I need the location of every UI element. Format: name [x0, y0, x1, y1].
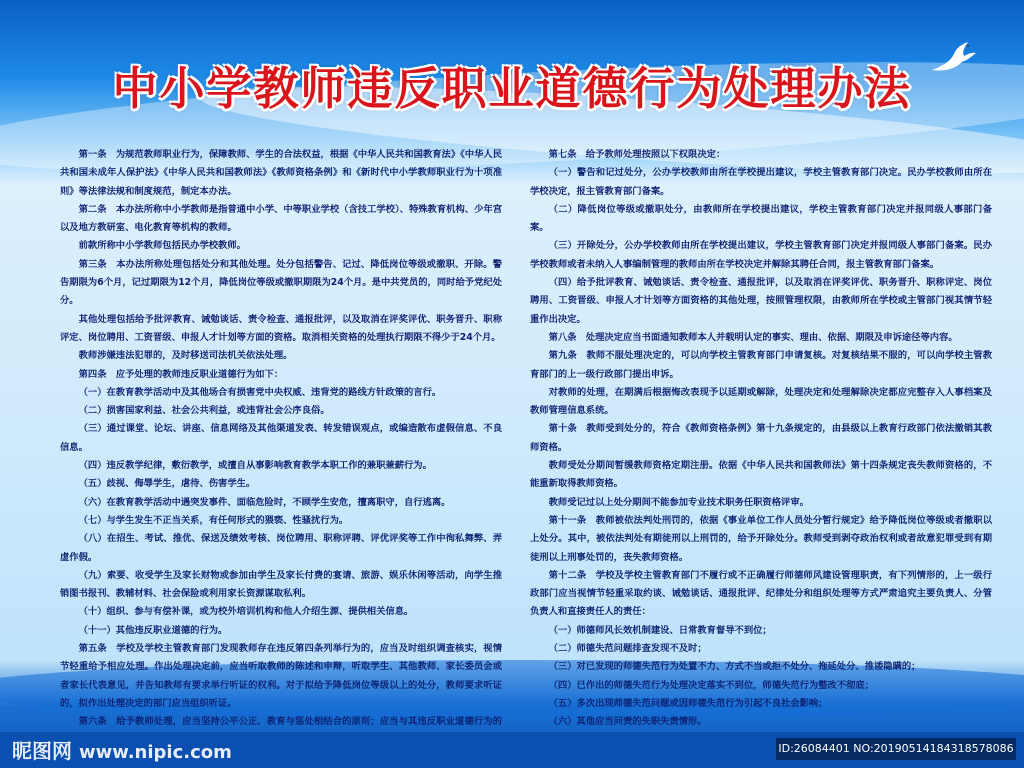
paragraph: （五）多次出现师德失范问题或因师德失范行为引起不良社会影响； [548, 697, 828, 709]
paragraph: 第一条 为规范教师职业行为，保障教师、学生的合法权益，根据《中华人民共和国教育法》《中华人民共和国未成年人保护法》《中华人民共和国教师法》《教师资格条例》和《新时代中小学教师职业行为十项准则》等法律法规和制度规范，制定本办法。 [60, 149, 502, 197]
paragraph: （三）开除处分，公办学校教师由所在学校提出建议，学校主管教育部门决定并报同级人事部门备案。民办学校教师或者未纳入人事编制管理的教师由所在学校决定并解除其聘任合同，报主管教育部门备案。 [530, 240, 992, 270]
paragraph: 第四条 应予处理的教师违反职业道德行为如下： [78, 368, 284, 380]
paragraph: 其他处理包括给予批评教育、诫勉谈话、责令检查、通报批评，以及取消在评奖评优、职务晋升、职称评定、岗位聘用、工资晋级、申报人才计划等方面的资格。取消相关资格的处理执行期限不得少于24个月。 [60, 313, 502, 343]
dove-icon [928, 40, 978, 78]
paragraph: 前款所称中小学教师包括民办学校教师。 [78, 240, 246, 252]
paragraph: 第六条 给予教师处理，应当坚持公平公正、教育与惩处相结合的原则；应当与其违反职业道德行为的 [78, 716, 502, 728]
paragraph: （六）其他应当问责的失职失责情形。 [548, 716, 707, 728]
paragraph: （一）师德师风长效机制建设、日常教育督导不到位； [548, 624, 772, 636]
paragraph: 第九条 教师不服处理决定的，可以向学校主管教育部门申请复核。对复核结果不服的，可以向学校主管教育部门的上一级行政部门提出申诉。 [530, 350, 992, 380]
paragraph: （二）损害国家利益、社会公共利益，或违背社会公序良俗。 [78, 405, 330, 417]
paragraph: （十）组织、参与有偿补课，或为校外培训机构和他人介绍生源、提供相关信息。 [78, 606, 414, 618]
paragraph: （五）歧视、侮辱学生，虐待、伤害学生。 [78, 478, 256, 490]
watermark-id: ID:26084401 NO:20190514184318578086 [776, 738, 1016, 760]
paragraph: （三）对已发现的师德失范行为处置不力、方式不当或拒不处分、拖延处分、推诿隐瞒的； [548, 661, 921, 673]
paragraph: 第十一条 教师被依法判处刑罚的，依据《事业单位工作人员处分暂行规定》给予降低岗位等级或者撤职以上处分。其中，被依法判处有期徒刑以上刑罚的，给予开除处分。教师受到剥夺政治权利或者故意犯罪受到有期徒刑以上刑事处罚的，丧失教师资格。 [530, 514, 992, 563]
paragraph: （四）违反教学纪律，敷衍教学，或擅自从事影响教育教学本职工作的兼职兼薪行为。 [78, 460, 432, 472]
paragraph: 第三条 本办法所称处理包括处分和其他处理。处分包括警告、记过、降低岗位等级或撤职、开除。警告期限为6个月，记过期限为12个月，降低岗位等级或撤职期限为24个月。是中共党员的，同时给予党纪处分。 [60, 258, 502, 307]
paragraph: 对教师的处理，在期满后根据悔改表现予以延期或解除，处理决定和处理解除决定都应完整存入人事档案及教师管理信息系统。 [530, 386, 992, 417]
watermark-logo [12, 735, 232, 764]
page-title: 中小学教师违反职业道德行为处理办法 [112, 62, 912, 115]
paragraph: （一）在教育教学活动中及其他场合有损害党中央权威、违背党的路线方针政策的言行。 [78, 386, 442, 398]
paragraph: 教师涉嫌违法犯罪的，及时移送司法机关依法处理。 [78, 350, 293, 362]
paragraph: 第七条 给予教师处理按照以下权限决定： [548, 149, 726, 160]
paragraph: （六）在教育教学活动中遇突发事件、面临危险时，不顾学生安危，擅离职守，自行逃离。 [78, 496, 451, 508]
paragraph: （一）警告和记过处分，公办学校教师由所在学校提出建议，学校主管教育部门决定。民办学校教师由所在学校决定，报主管教育部门备案。 [530, 167, 992, 197]
paragraph: 教师受处分期间暂缓教师资格定期注册。依据《中华人民共和国教师法》第十四条规定丧失教师资格的，不能重新取得教师资格。 [530, 460, 992, 490]
paragraph: 第二条 本办法所称中小学教师是指普通中小学、中等职业学校（含技工学校）、特殊教育机构、少年宫以及地方教研室、电化教育等机构的教师。 [60, 203, 502, 234]
paragraph: 第十条 教师受到处分的，符合《教师资格条例》第十九条规定的，由县级以上教育行政部门依法撤销其教师资格。 [530, 423, 992, 453]
paragraph: （二）师德失范问题排查发现不及时； [548, 643, 707, 655]
paragraph: （九）索要、收受学生及家长财物或参加由学生及家长付费的宴请、旅游、娱乐休闲等活动，向学生推销图书报刊、教辅材料、社会保险或利用家长资源谋取私利。 [60, 569, 502, 600]
paragraph: （三）通过课堂、论坛、讲座、信息网络及其他渠道发表、转发错误观点，或编造散布虚假信息、不良信息。 [60, 423, 502, 453]
paragraph: （二）降低岗位等级或撤职处分，由教师所在学校提出建议，学校主管教育部门决定并报同级人事部门备案。 [530, 203, 992, 234]
watermark-logo-text: 昵图网 [12, 739, 72, 763]
left-column [60, 146, 502, 750]
paragraph: （四）已作出的师德失范行为处理决定落实不到位，师德失范行为整改不彻底； [548, 679, 874, 691]
paragraph: （八）在招生、考试、推优、保送及绩效考核、岗位聘用、职称评聘、评优评奖等工作中徇私舞弊、弄虚作假。 [60, 533, 502, 563]
paragraph: （七）与学生发生不正当关系，有任何形式的猥亵、性骚扰行为。 [78, 514, 349, 526]
paragraph: 第八条 处理决定应当书面通知教师本人并载明认定的事实、理由、依据、期限及申诉途径等内容。 [548, 331, 958, 343]
paragraph: 教师受记过以上处分期间不能参加专业技术职务任职资格评审。 [548, 496, 809, 508]
paragraph: （四）给予批评教育、诫勉谈话、责令检查、通报批评，以及取消在评奖评优、职务晋升、职称评定、岗位聘用、工资晋级、申报人才计划等方面资格的其他处理，按照管理权限，由教师所在学校或主管部门视其情节轻重作出决定。 [530, 277, 992, 325]
watermark-site: www.nipic.com [78, 742, 232, 763]
right-column [530, 146, 992, 768]
paragraph: 第十二条 学校及学校主管教育部门不履行或不正确履行师德师风建设管理职责，有下列情形的，上一级行政部门应当视情节轻重采取约谈、诫勉谈话、通报批评、纪律处分和组织处理等方式严肃追究主要负责人、分管负责人和直接责任人的责任： [530, 569, 992, 618]
paragraph: （十一）其他违反职业道德的行为。 [78, 624, 228, 636]
paragraph: 第五条 学校及学校主管教育部门发现教师存在违反第四条列举行为的，应当及时组织调查核实，视情节轻重给予相应处理。作出处理决定前，应当听取教师的陈述和申辩，听取学生、其他教师、家长委员会或者家长代表意见，并告知教师有要求举行听证的权利。对于拟给予降低岗位等级以上的处分，教师要求听证的，拟作出处理决定的部门应当组织听证。 [60, 643, 502, 709]
